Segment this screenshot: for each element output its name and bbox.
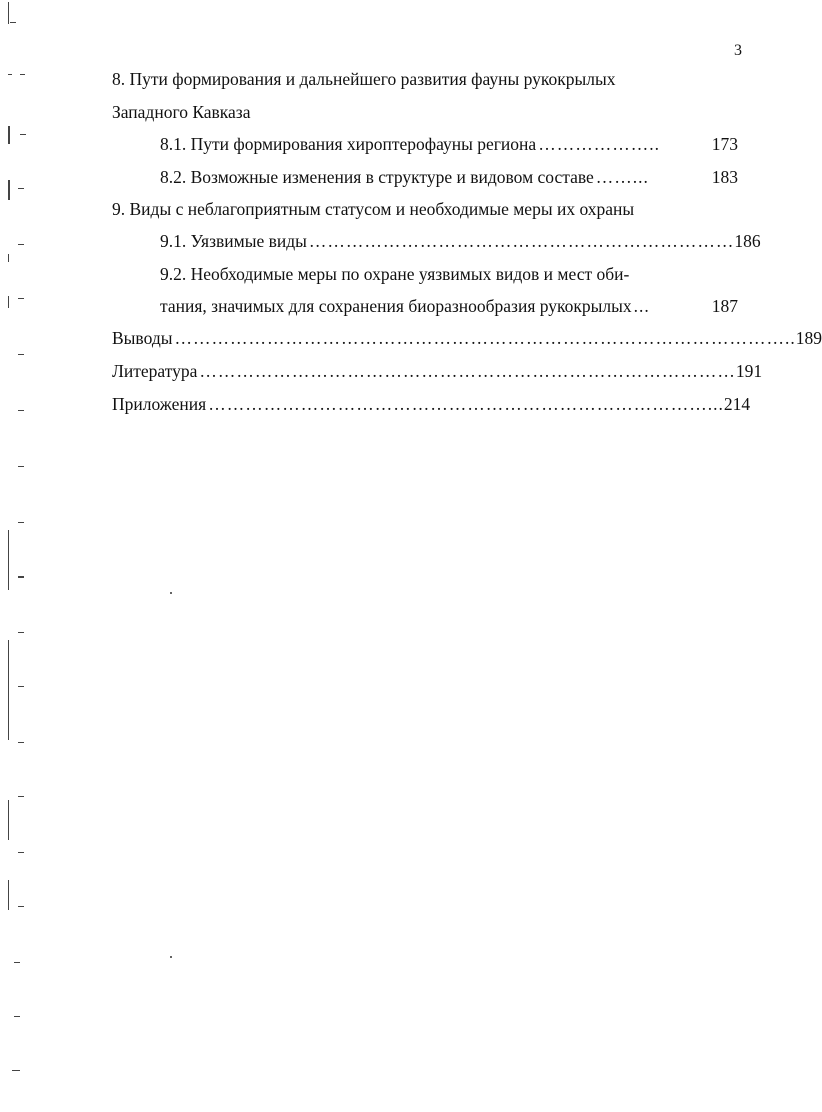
toc-entry-8-2 <box>160 166 738 188</box>
toc-page-number: 183 <box>711 167 738 187</box>
toc-entry-9-2 <box>160 263 629 285</box>
toc-page-number: 187 <box>711 296 738 316</box>
toc-leader-dots: ……………………………………………………………………………………….. <box>174 328 796 348</box>
toc-entry-text: Западного Кавказа <box>112 102 251 122</box>
toc-leader-dots: ………………………………………………………………………... <box>208 394 724 414</box>
page-number: 3 <box>734 42 742 59</box>
scan-speck <box>170 592 172 594</box>
toc-leader-dots: …………………………………………………………………………… <box>199 361 736 381</box>
toc-page-number: 214 <box>723 394 751 414</box>
toc-entry-8-1 <box>160 133 738 155</box>
toc-page-number: 186 <box>734 231 761 251</box>
toc-page-number: 191 <box>735 361 763 381</box>
toc-entry-text: 8.2. Возможные изменения в структуре и видовом составе <box>160 167 594 187</box>
toc-leader-dots: ... <box>633 296 650 316</box>
toc-page-number: 173 <box>711 134 738 154</box>
toc-entry-appendices <box>112 393 751 415</box>
toc-entry-text: 8. Пути формирования и дальнейшего развития фауны рукокрылых <box>112 69 616 89</box>
toc-leader-dots: …………………………………………………………… <box>308 231 735 251</box>
toc-entry-8-continued <box>112 101 250 123</box>
toc-entry-text: 9.2. Необходимые меры по охране уязвимых видов и мест оби- <box>160 264 630 284</box>
toc-entry-8 <box>112 68 615 90</box>
toc-entry-text: Выводы <box>112 328 173 348</box>
toc-entry-text: 8.1. Пути формирования хироптерофауны региона <box>160 134 537 154</box>
toc-entry-text: Приложения <box>112 394 207 414</box>
toc-entry-text: 9.1. Уязвимые виды <box>160 231 307 251</box>
scan-speck <box>170 956 172 958</box>
toc-entry-conclusions <box>112 327 822 349</box>
toc-entry-text: 9. Виды с неблагоприятным статусом и необходимые меры их охраны <box>112 199 635 219</box>
scan-margin-artifacts <box>0 0 40 1112</box>
toc-entry-9 <box>112 198 634 220</box>
toc-entry-text: тания, значимых для сохранения биоразнообразия рукокрылых <box>160 296 632 316</box>
toc-entry-9-1 <box>160 230 761 252</box>
toc-entry-9-2-continued <box>160 295 738 317</box>
toc-page-number: 189 <box>795 328 822 348</box>
toc-leader-dots: ……... <box>595 167 649 187</box>
toc-entry-text: Литература <box>112 361 198 381</box>
toc-leader-dots: ……………….. <box>538 134 660 154</box>
toc-entry-literature <box>112 360 763 382</box>
